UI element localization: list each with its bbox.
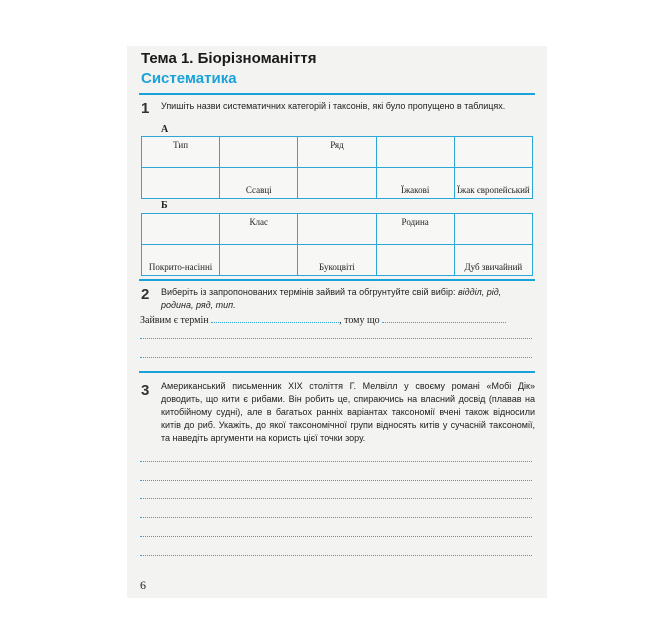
table-cell[interactable]: Клас: [220, 214, 298, 245]
table-a: [141, 136, 533, 199]
table-cell[interactable]: Тип: [142, 137, 220, 168]
table-cell[interactable]: [376, 137, 454, 168]
answer-line[interactable]: [140, 555, 532, 556]
table-b-label: Б: [161, 200, 168, 211]
table-row: [142, 168, 533, 199]
answer-prefix: Зайвим є термін: [140, 315, 209, 326]
table-cell[interactable]: [142, 168, 220, 199]
table-row: [142, 137, 533, 168]
task-3-number: 3: [141, 382, 150, 399]
task-2-number: 2: [141, 286, 150, 303]
task-1-text: Упишіть назви систематичних категорій і таксонів, які було пропущено в таблицях.: [161, 101, 506, 111]
task-2-instruction: Виберіть із запропонованих термінів зайвий та обгрунтуйте свій вибір:: [161, 287, 456, 297]
table-row: [142, 245, 533, 276]
answer-blank[interactable]: [382, 314, 506, 323]
table-cell[interactable]: [220, 245, 298, 276]
table-cell[interactable]: Ссавці: [220, 168, 298, 199]
table-cell[interactable]: [454, 214, 532, 245]
table-cell[interactable]: Ряд: [298, 137, 376, 168]
table-b: [141, 213, 533, 276]
task-2-text: [161, 286, 535, 312]
table-cell[interactable]: Букоцвіті: [298, 245, 376, 276]
task-2-answer-line: [140, 314, 506, 326]
divider: [139, 371, 535, 373]
answer-line[interactable]: [140, 461, 532, 462]
table-cell[interactable]: [454, 137, 532, 168]
table-cell[interactable]: Дуб звичайний: [454, 245, 532, 276]
divider: [139, 93, 535, 95]
answer-line[interactable]: [140, 536, 532, 537]
table-cell[interactable]: Родина: [376, 214, 454, 245]
table-cell[interactable]: [298, 168, 376, 199]
answer-blank[interactable]: [211, 314, 339, 323]
task-1-number: 1: [141, 100, 150, 117]
table-cell[interactable]: [376, 245, 454, 276]
table-cell[interactable]: Покрито-насінні: [142, 245, 220, 276]
table-cell[interactable]: [220, 137, 298, 168]
table-cell[interactable]: Їжакові: [376, 168, 454, 199]
table-cell[interactable]: [298, 214, 376, 245]
table-row: [142, 214, 533, 245]
answer-line[interactable]: [140, 480, 532, 481]
answer-line[interactable]: [140, 357, 532, 358]
task-2-terms: відділ, рід, родина, ряд, тип.: [161, 287, 502, 310]
page-number: 6: [140, 578, 146, 592]
topic-title: Тема 1. Біорізноманіття: [141, 50, 317, 67]
divider: [139, 279, 535, 281]
answer-line[interactable]: [140, 498, 532, 499]
table-a-label: А: [161, 124, 169, 135]
answer-line[interactable]: [140, 517, 532, 518]
table-cell[interactable]: Їжак європейський: [454, 168, 532, 199]
section-title: Систематика: [141, 70, 237, 87]
answer-middle: , тому що: [339, 315, 380, 326]
task-3-text: Американський письменник XIX століття Г. Мелвілл у своєму романі «Мобі Дік» доводить, що кити є рибами. Він робить це, спираючись на власний досвід (плавав на китобійному судні), але в багатьох ранніх варіантах таксономії вчені також відносили китів до риб. Укажіть, до якої таксономічної групи відносять китів у сучасній таксономії, та наведіть аргументи на користь цієї точки зору.: [161, 381, 535, 443]
table-cell[interactable]: [142, 214, 220, 245]
workbook-page: [127, 46, 547, 598]
answer-line[interactable]: [140, 338, 532, 339]
